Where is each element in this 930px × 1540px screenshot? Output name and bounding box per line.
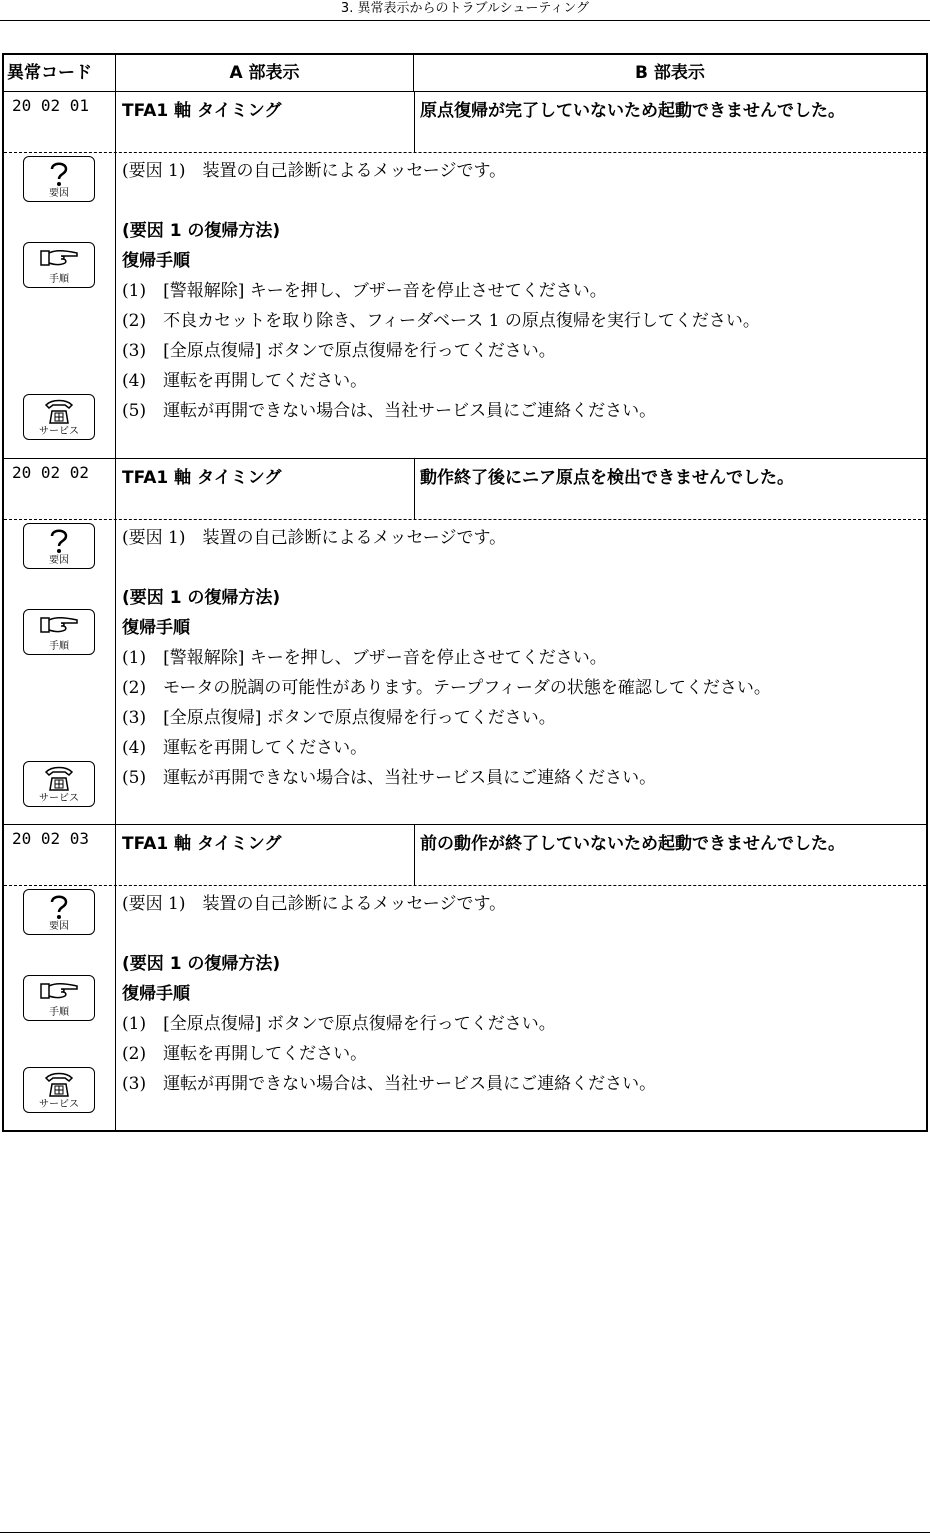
cause-icon bbox=[23, 889, 95, 935]
cause-text: (要因 1) 装置の自己診断によるメッセージです。 bbox=[122, 161, 507, 181]
column-divider bbox=[414, 825, 415, 885]
b-display-text: 動作終了後にニア原点を検出できませんでした。 bbox=[420, 468, 794, 488]
dashed-divider bbox=[4, 885, 926, 886]
service-icon bbox=[23, 1067, 95, 1113]
error-code: 20 02 03 bbox=[12, 829, 90, 848]
question-mark-icon bbox=[44, 892, 74, 920]
recovery-title: (要因 1 の復帰方法) bbox=[122, 954, 281, 974]
footer-rule bbox=[0, 1532, 930, 1533]
step-item: (2) 運転を再開してください。 bbox=[122, 1044, 368, 1064]
step-item: (3) [全原点復帰] ボタンで原点復帰を行ってください。 bbox=[122, 341, 556, 361]
error-code: 20 02 02 bbox=[12, 463, 90, 482]
procedure-title: 復帰手順 bbox=[122, 251, 190, 271]
error-entry bbox=[4, 458, 926, 825]
a-display-text: TFA1 軸 タイミング bbox=[122, 834, 282, 854]
step-item: (1) [全原点復帰] ボタンで原点復帰を行ってください。 bbox=[122, 1014, 556, 1034]
procedure-icon-label: 手順 bbox=[49, 274, 69, 285]
step-item: (2) モータの脱調の可能性があります。テープフィーダの状態を確認してください。 bbox=[122, 678, 771, 698]
recovery-title: (要因 1 の復帰方法) bbox=[122, 221, 281, 241]
service-icon bbox=[23, 394, 95, 440]
pointing-hand-icon bbox=[37, 245, 81, 271]
step-item: (5) 運転が再開できない場合は、当社サービス員にご連絡ください。 bbox=[122, 401, 657, 421]
cause-text: (要因 1) 装置の自己診断によるメッセージです。 bbox=[122, 894, 507, 914]
column-header-a-display: A 部表示 bbox=[116, 55, 414, 92]
service-icon-label: サービス bbox=[39, 426, 79, 437]
service-icon bbox=[23, 761, 95, 807]
procedure-icon bbox=[23, 242, 95, 288]
cause-text: (要因 1) 装置の自己診断によるメッセージです。 bbox=[122, 528, 507, 548]
step-item: (3) [全原点復帰] ボタンで原点復帰を行ってください。 bbox=[122, 708, 556, 728]
procedure-title: 復帰手順 bbox=[122, 984, 190, 1004]
telephone-icon bbox=[42, 1070, 76, 1098]
cause-icon-label: 要因 bbox=[49, 555, 69, 566]
column-header-b-display: B 部表示 bbox=[414, 55, 926, 92]
procedure-icon-label: 手順 bbox=[49, 1007, 69, 1018]
procedure-icon bbox=[23, 609, 95, 655]
column-divider bbox=[414, 459, 415, 519]
b-display-text: 前の動作が終了していないため起動できませんでした。 bbox=[420, 834, 845, 854]
b-display-text: 原点復帰が完了していないため起動できませんでした。 bbox=[420, 101, 845, 121]
a-display-text: TFA1 軸 タイミング bbox=[122, 468, 282, 488]
pointing-hand-icon bbox=[37, 612, 81, 638]
dashed-divider bbox=[4, 152, 926, 153]
error-entry bbox=[4, 92, 926, 458]
procedure-icon-label: 手順 bbox=[49, 641, 69, 652]
step-item: (4) 運転を再開してください。 bbox=[122, 371, 368, 391]
cause-icon-label: 要因 bbox=[49, 921, 69, 932]
question-mark-icon bbox=[44, 526, 74, 554]
recovery-title: (要因 1 の復帰方法) bbox=[122, 588, 281, 608]
question-mark-icon bbox=[44, 159, 74, 187]
column-header-code: 異常コード bbox=[4, 55, 116, 92]
error-code-table bbox=[2, 53, 928, 1132]
step-item: (1) [警報解除] キーを押し、ブザー音を停止させてください。 bbox=[122, 648, 607, 668]
service-icon-label: サービス bbox=[39, 1099, 79, 1110]
cause-icon-label: 要因 bbox=[49, 188, 69, 199]
page-header: 3. 異常表示からのトラブルシューティング bbox=[0, 0, 930, 21]
cause-icon bbox=[23, 523, 95, 569]
step-item: (2) 不良カセットを取り除き、フィーダベース 1 の原点復帰を実行してください。 bbox=[122, 311, 760, 331]
dashed-divider bbox=[4, 519, 926, 520]
step-item: (5) 運転が再開できない場合は、当社サービス員にご連絡ください。 bbox=[122, 768, 657, 788]
step-item: (3) 運転が再開できない場合は、当社サービス員にご連絡ください。 bbox=[122, 1074, 657, 1094]
column-divider bbox=[414, 92, 415, 152]
error-entry bbox=[4, 824, 926, 1131]
service-icon-label: サービス bbox=[39, 793, 79, 804]
step-item: (1) [警報解除] キーを押し、ブザー音を停止させてください。 bbox=[122, 281, 607, 301]
telephone-icon bbox=[42, 397, 76, 425]
procedure-icon bbox=[23, 975, 95, 1021]
cause-icon bbox=[23, 156, 95, 202]
a-display-text: TFA1 軸 タイミング bbox=[122, 101, 282, 121]
pointing-hand-icon bbox=[37, 978, 81, 1004]
error-code: 20 02 01 bbox=[12, 96, 90, 115]
procedure-title: 復帰手順 bbox=[122, 618, 190, 638]
step-item: (4) 運転を再開してください。 bbox=[122, 738, 368, 758]
telephone-icon bbox=[42, 764, 76, 792]
